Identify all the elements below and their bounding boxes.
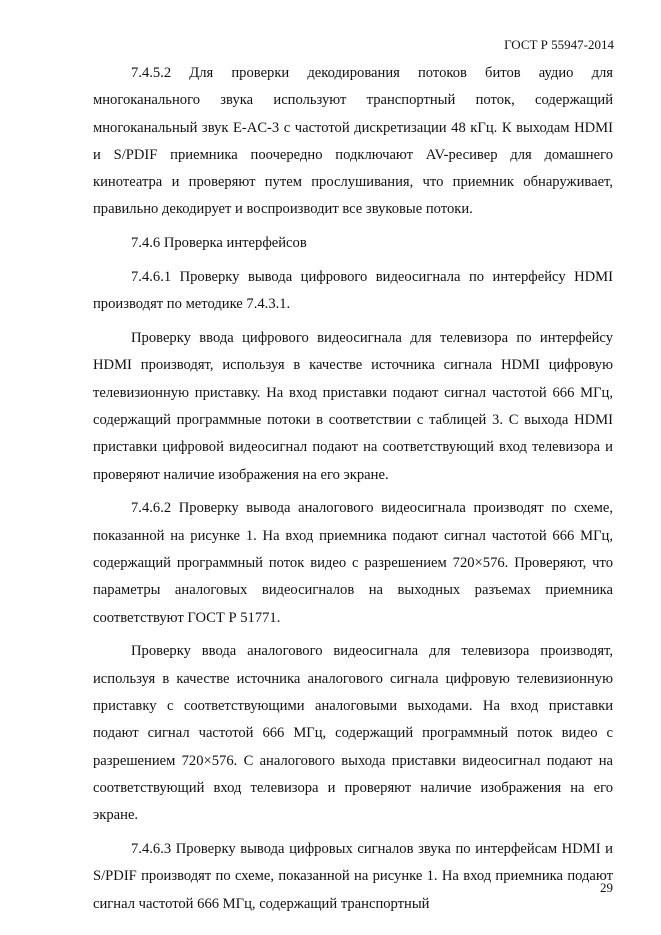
section-heading-7-4-6: 7.4.6 Проверка интерфейсов [131,235,307,252]
document-body [93,60,613,924]
page-number: 29 [600,880,613,895]
paragraph-7-4-6-2: 7.4.6.2 Проверку вывода аналогового видеосигнала производят по схеме, показанной на рисунке 1. На вход приемника подают сигнал частотой 666 МГц, содержащий программный поток видео с разрешением 720×576. Проверяют, что параметры аналоговых видеосигналов на выходных разъемах приемника соответствуют ГОСТ Р 51771. [93,500,613,626]
paragraph-hdmi-input-check: Проверку ввода цифрового видеосигнала для телевизора по интерфейсу HDMI производят, используя в качестве источника сигнала HDMI цифровую телевизионную приставку. На вход приставки подают сигнал частотой 666 МГц, содержащий программные потоки в соответствии с таблицей 3. С выхода HDMI приставки цифровой видеосигнал подают на соответствующий вход телевизора и проверяют наличие изображения на его экране. [93,330,613,483]
paragraph-analog-input-check: Проверку ввода аналогового видеосигнала для телевизора производят, используя в качестве источника аналогового сигнала цифровую телевизионную приставку с соответствующими аналоговыми выходами. На вход приставки подают сигнал частотой 666 МГц, содержащий программный поток видео с разрешением 720×576. С аналогового выхода приставки видеосигнал подают на соответствующий вход телевизора и проверяют наличие изображения на его экране. [93,643,613,824]
paragraph-7-4-6-3: 7.4.6.3 Проверку вывода цифровых сигналов звука по интерфейсам HDMI и S/PDIF производят по схеме, показанной на рисунке 1. На вход приемника подают сигнал частотой 666 МГц, содержащий транспортный [93,841,613,912]
paragraph-7-4-6-1: 7.4.6.1 Проверку вывода цифрового видеосигнала по интерфейсу HDMI производят по методике 7.4.3.1. [93,269,613,313]
paragraph-7-4-5-2: 7.4.5.2 Для проверки декодирования потоков битов аудио для многоканального звука используют транспортный поток, содержащий многоканальный звук E-AC-3 с частотой дискретизации 48 кГц. К выходам HDMI и S/PDIF приемника поочередно подключают AV-ресивер для домашнего кинотеатра и проверяют путем прослушивания, что приемник обнаруживает, правильно декодирует и воспроизводит все звуковые потоки. [93,65,613,218]
document-code-header: ГОСТ Р 55947-2014 [504,37,614,52]
